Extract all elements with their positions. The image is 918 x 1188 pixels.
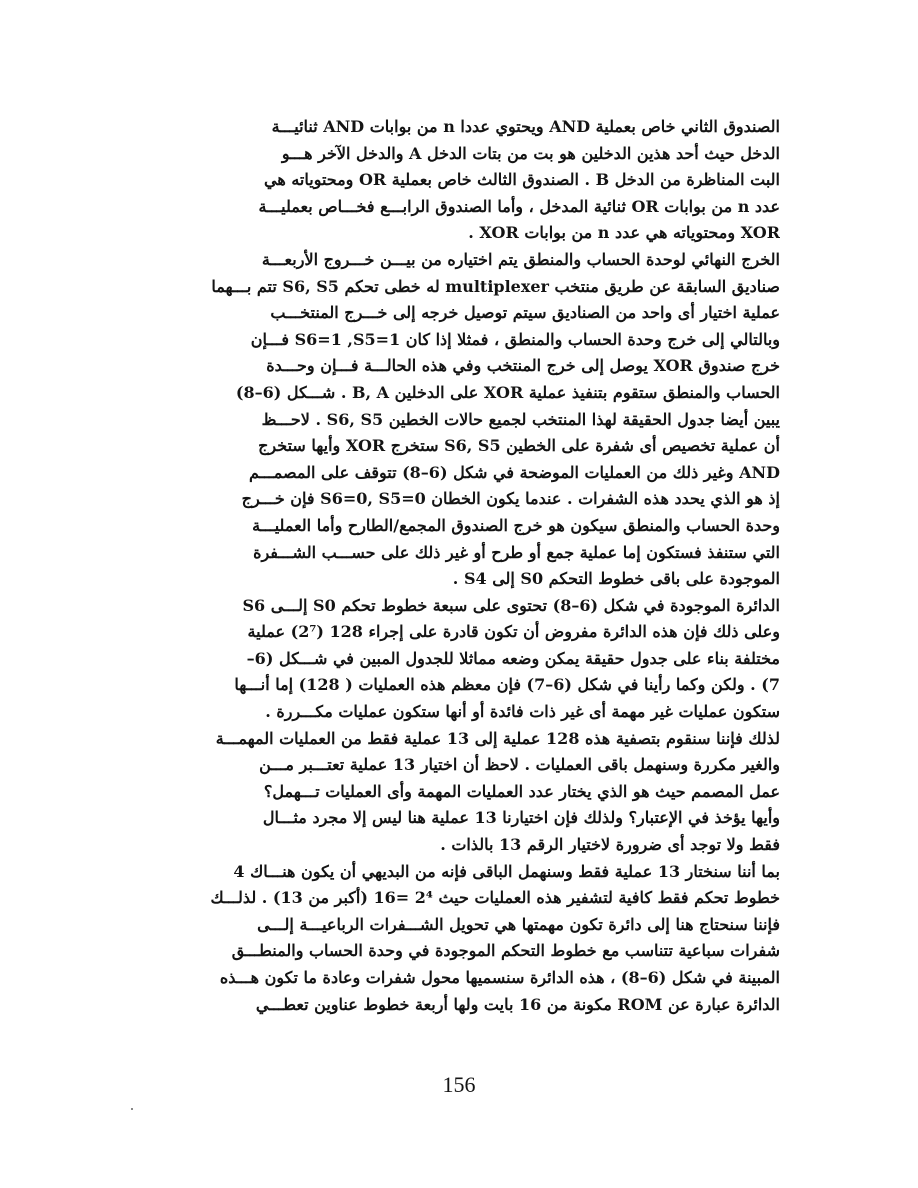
text-line: المبينة في شكل (6–8) ، هذه الدائرة سنسميها محول شفرات وعادة ما تكون هـــذه bbox=[219, 968, 780, 987]
text-line: البت المناظرة من الدخل B . الصندوق الثالث خاص بعملية OR ومحتوياته هي bbox=[263, 170, 780, 190]
text-line: ستكون عمليات غير مهمة أى غير ذات فائدة أو أنها ستكون عمليات مكـــررة . bbox=[265, 702, 780, 722]
text-line: فقط ولا توجد أى ضرورة لاختيار الرقم 13 بالذات . bbox=[440, 835, 780, 855]
text-line: الدائرة عبارة عن ROM مكونة من 16 بايت ولها أربعة خطوط عناوين تعطـــي bbox=[255, 994, 780, 1014]
text-line: AND وغير ذلك من العمليات الموضحة في شكل (6–8) تتوقف على المصمـــم bbox=[249, 462, 780, 482]
text-line: أن عملية تخصيص أى شفرة على الخطين S6, S5 ستخرج XOR وأيها ستخرج bbox=[258, 436, 780, 456]
text-line: إذ هو الذي يحدد هذه الشفرات . عندما يكون الخطان S6=0, S5=0 فإن خـــرج bbox=[241, 489, 780, 509]
text-line: عملية اختيار أى واحد من الصناديق سيتم توصيل خرجه إلى خـــرج المنتخـــب bbox=[270, 303, 780, 323]
text-line: الموجودة على باقى خطوط التحكم S0 إلى S4 . bbox=[452, 569, 780, 589]
page-number: 156 bbox=[442, 1072, 476, 1097]
text-line: التي ستنفذ فستكون إما عملية جمع أو طرح أو غير ذلك على حســـب الشـــفرة bbox=[253, 542, 780, 562]
text-line: عدد n من بوابات OR ثنائية المدخل ، وأما الصندوق الرابـــع فخـــاص بعمليـــة bbox=[258, 196, 780, 216]
scan-artifact-dot bbox=[131, 1108, 133, 1110]
text-line: والغير مكررة وسنهمل باقى العمليات . لاحظ أن اختيار 13 عملية تعتـــبر مـــن bbox=[259, 755, 780, 775]
text-line: صناديق السابقة عن طريق منتخب multiplexer له خطى تحكم S6, S5 تتم بـــهما bbox=[211, 276, 780, 296]
text-line: الدخل حيث أحد هذين الدخلين هو بت من بتات الدخل A والدخل الآخر هـــو bbox=[281, 143, 780, 163]
text-line: يبين أيضا جدول الحقيقة لهذا المنتخب لجميع حالات الخطين S6, S5 . لاحـــظ bbox=[261, 409, 780, 429]
text-line: خطوط تحكم فقط كافية لتشفير هذه العمليات حيث 2⁴ =16 (أكبر من 13) . لذلـــك bbox=[210, 888, 780, 908]
text-line: وبالتالي إلى خرج وحدة الحساب والمنطق ، فمثلا إذا كان S6=1 ,S5=1 فـــإن bbox=[250, 329, 780, 349]
text-line: خرج صندوق XOR يوصل إلى خرج المنتخب وفي هذه الحالـــة فـــإن وحـــدة bbox=[266, 356, 780, 376]
text-line: XOR ومحتوياته هي عدد n من بوابات XOR . bbox=[468, 223, 780, 243]
text-line: وعلى ذلك فإن هذه الدائرة مفروض أن تكون قادرة على إجراء 128 (2⁷) عملية bbox=[247, 622, 780, 642]
text-line: بما أننا سنختار 13 عملية فقط وسنهمل الباقى فإنه من البديهي أن يكون هنـــاك 4 bbox=[233, 861, 780, 881]
text-line: الصندوق الثاني خاص بعملية AND ويحتوي عددا n من بوابات AND ثنائيـــة bbox=[271, 117, 780, 136]
text-line: عمل المصمم حيث هو الذي يختار عدد العمليات المهمة وأى العمليات تـــهمل؟ bbox=[263, 781, 780, 801]
body-text bbox=[128, 114, 780, 1018]
text-line: شفرات سباعية تتناسب مع خطوط التحكم الموجودة في وحدة الحساب والمنطـــق bbox=[231, 941, 780, 961]
text-line: وحدة الحساب والمنطق سيكون هو خرج الصندوق المجمع/الطارح وأما العمليـــة bbox=[252, 515, 780, 535]
text-line: الخرج النهائي لوحدة الحساب والمنطق يتم اختياره من بيـــن خـــروج الأربعـــة bbox=[261, 249, 780, 269]
text-line: الدائرة الموجودة في شكل (6–8) تحتوى على سبعة خطوط تحكم S0 إلـــى S6 bbox=[242, 595, 780, 615]
text-line: لذلك فإننا سنقوم بتصفية هذه 128 عملية إلى 13 عملية فقط من العمليات المهمـــة bbox=[215, 728, 780, 748]
text-line: فإننا سنحتاج هنا إلى دائرة تكون مهمتها هي تحويل الشـــفرات الرباعيـــة إلـــى bbox=[257, 914, 780, 934]
text-line: وأيها يؤخذ في الإعتبار؟ ولذلك فإن اختيارنا 13 عملية هنا ليس إلا مجرد مثـــال bbox=[262, 808, 780, 828]
text-line: الحساب والمنطق ستقوم بتنفيذ عملية XOR على الدخلين B, A . شـــكل (6–8) bbox=[235, 382, 780, 402]
text-line: مختلفة بناء على جدول حقيقة يمكن وضعه مماثلا للجدول المبين في شـــكل (6– bbox=[246, 648, 780, 668]
text-line: 7) . ولكن وكما رأينا في شكل (6–7) فإن معظم هذه العمليات ( 128) إما أنـــها bbox=[234, 675, 780, 695]
